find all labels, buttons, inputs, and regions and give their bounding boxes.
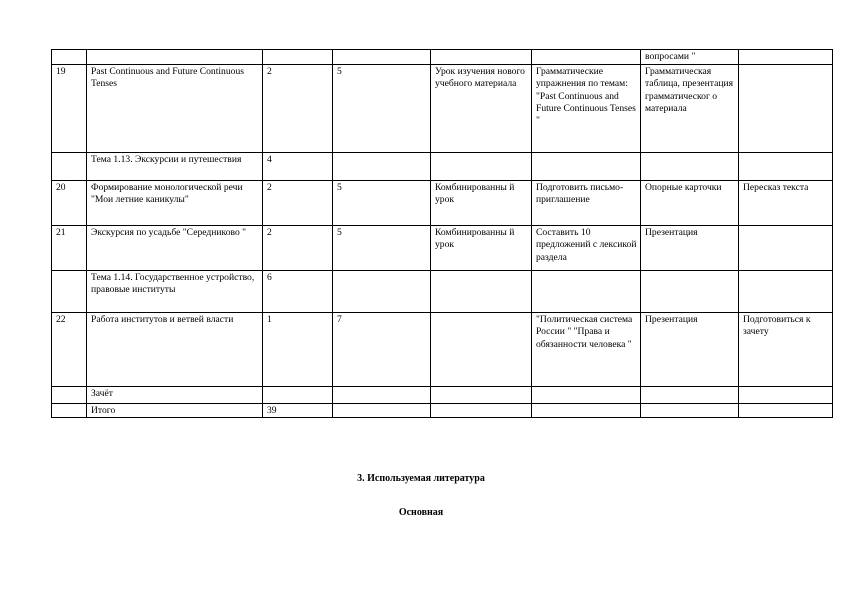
cell-homework: Подготовиться к зачету — [739, 313, 833, 387]
cell-topic: Экскурсия по усадьбе "Середниково " — [87, 226, 263, 271]
cell-num: 20 — [52, 181, 87, 226]
cell-tasks: "Политическая система России " "Права и обязанности человека " — [532, 313, 641, 387]
cell-num — [52, 271, 87, 313]
cell-topic: Работа институтов и ветвей власти — [87, 313, 263, 387]
table-row — [52, 50, 833, 65]
cell-lesson-type — [431, 404, 532, 418]
cell-tasks: Составить 10 предложений с лексикой раздела — [532, 226, 641, 271]
cell-hours: 4 — [263, 153, 333, 181]
cell-homework — [739, 404, 833, 418]
cell-lesson-type — [431, 153, 532, 181]
cell-hours: 39 — [263, 404, 333, 418]
cell-topic: Итого — [87, 404, 263, 418]
cell-tasks — [532, 387, 641, 404]
cell-homework — [739, 65, 833, 153]
cell-hours: 2 — [263, 65, 333, 153]
cell-tasks: Грамматические упражнения по темам: "Past Continuous and Future Continuous Tenses " — [532, 65, 641, 153]
cell-visuals — [641, 404, 739, 418]
cell-topic: Зачёт — [87, 387, 263, 404]
cell-week: 5 — [333, 226, 431, 271]
cell-homework — [739, 271, 833, 313]
cell-tasks — [532, 271, 641, 313]
table-row — [52, 387, 833, 404]
cell-num — [52, 404, 87, 418]
cell-week — [333, 50, 431, 65]
table-row — [52, 404, 833, 418]
cell-topic: Формирование монологической речи "Мои летние каникулы" — [87, 181, 263, 226]
cell-visuals: Презентация — [641, 313, 739, 387]
cell-week: 5 — [333, 181, 431, 226]
cell-tasks: Подготовить письмо-приглашение — [532, 181, 641, 226]
cell-week — [333, 387, 431, 404]
cell-hours: 1 — [263, 313, 333, 387]
cell-num — [52, 50, 87, 65]
cell-tasks — [532, 153, 641, 181]
cell-homework — [739, 387, 833, 404]
table-row — [52, 181, 833, 226]
table-row — [52, 313, 833, 387]
cell-week: 5 — [333, 65, 431, 153]
cell-hours — [263, 387, 333, 404]
cell-lesson-type — [431, 387, 532, 404]
subsection-title: Основная — [398, 507, 444, 518]
cell-hours: 6 — [263, 271, 333, 313]
cell-lesson-type — [431, 50, 532, 65]
table-row — [52, 153, 833, 181]
cell-visuals: Грамматическая таблица, презентация грамматическог о материала — [641, 65, 739, 153]
cell-homework — [739, 50, 833, 65]
cell-num: 19 — [52, 65, 87, 153]
cell-visuals: Опорные карточки — [641, 181, 739, 226]
table-body — [52, 50, 833, 418]
cell-lesson-type: Комбинированны й урок — [431, 226, 532, 271]
cell-lesson-type — [431, 271, 532, 313]
cell-num: 21 — [52, 226, 87, 271]
cell-tasks — [532, 404, 641, 418]
section-title: 3. Используемая литература — [357, 473, 485, 484]
table-row — [52, 271, 833, 313]
cell-topic: Тема 1.13. Экскурсии и путешествия — [87, 153, 263, 181]
cell-homework: Пересказ текста — [739, 181, 833, 226]
cell-num — [52, 153, 87, 181]
cell-homework — [739, 226, 833, 271]
table-row — [52, 226, 833, 271]
cell-lesson-type: Комбинированны й урок — [431, 181, 532, 226]
cell-week — [333, 404, 431, 418]
cell-num: 22 — [52, 313, 87, 387]
cell-visuals — [641, 153, 739, 181]
cell-topic — [87, 50, 263, 65]
cell-week — [333, 153, 431, 181]
cell-visuals — [641, 271, 739, 313]
cell-num — [52, 387, 87, 404]
cell-hours — [263, 50, 333, 65]
cell-visuals: Презентация — [641, 226, 739, 271]
table-row — [52, 65, 833, 153]
cell-lesson-type: Урок изучения нового учебного материала — [431, 65, 532, 153]
cell-hours: 2 — [263, 181, 333, 226]
cell-topic: Тема 1.14. Государственное устройство, правовые институты — [87, 271, 263, 313]
lesson-plan-table — [51, 49, 833, 418]
cell-hours: 2 — [263, 226, 333, 271]
cell-visuals: вопросами " — [641, 50, 739, 65]
cell-week — [333, 271, 431, 313]
cell-lesson-type — [431, 313, 532, 387]
cell-homework — [739, 153, 833, 181]
cell-week: 7 — [333, 313, 431, 387]
cell-visuals — [641, 387, 739, 404]
cell-topic: Past Continuous and Future Continuous Tenses — [87, 65, 263, 153]
cell-tasks — [532, 50, 641, 65]
